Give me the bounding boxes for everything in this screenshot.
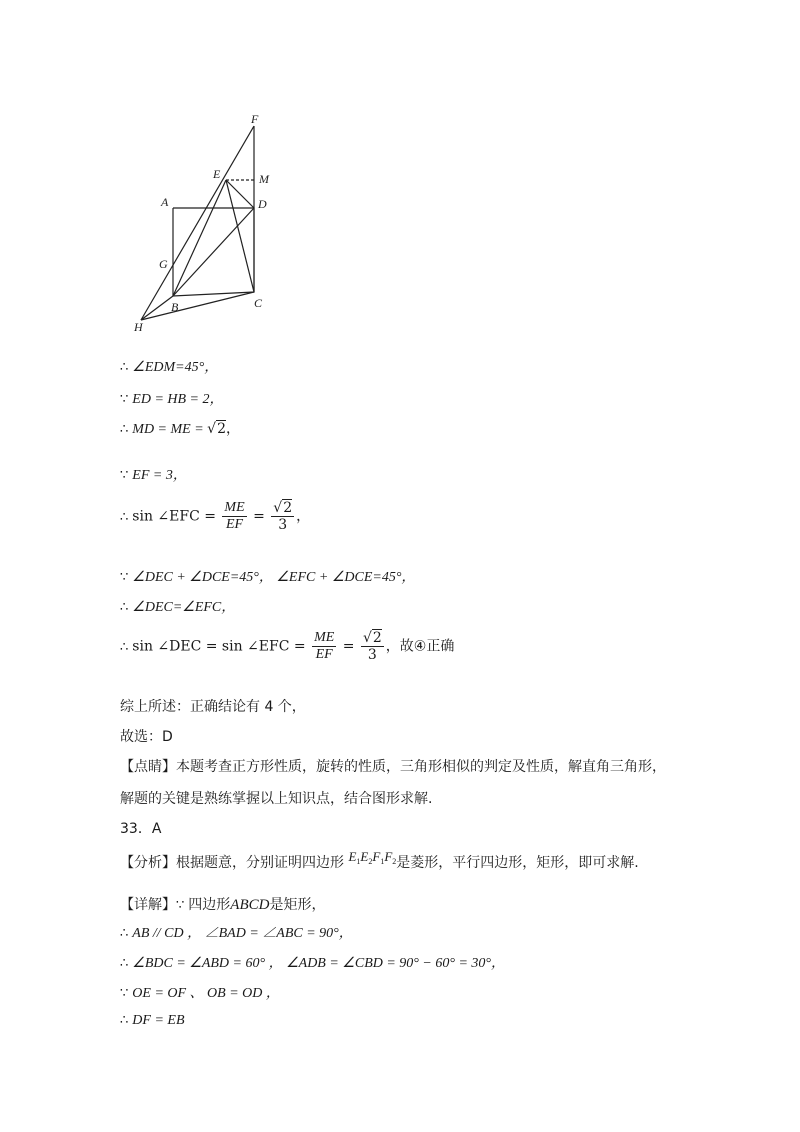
- analysis-line: 【分析】根据题意，分别证明四边形 $E_1E_2F_1F_2$是菱形，平行四边形，矩形，即可求解.: [120, 849, 639, 871]
- sqrt-sign: √: [207, 421, 217, 437]
- line-text: ∠DEC + ∠DCE=45°， ∠EFC + ∠DCE=45°，: [132, 570, 416, 585]
- proof-line-18: ∵ OE = OF 、 OB = OD ，: [120, 986, 280, 1001]
- label-f: F: [251, 112, 259, 126]
- proof-line-19: ∴ DF = EB: [120, 1013, 185, 1028]
- line-text: sin ∠DEC = sin ∠EFC =: [132, 638, 311, 655]
- therefore-symbol: ∴: [120, 360, 129, 375]
- section-tag: 【分析】: [120, 855, 176, 871]
- geometry-figure: [125, 108, 285, 338]
- proof-line-7: [120, 596, 235, 616]
- therefore-symbol: ∴: [120, 1013, 129, 1028]
- therefore-symbol: ∴: [120, 600, 129, 615]
- fraction: $\frac{√2}{3}$: [273, 500, 293, 533]
- therefore-symbol: ∴: [120, 956, 129, 971]
- proof-line-4: [120, 464, 187, 484]
- segment-ed: [226, 180, 254, 208]
- question-number: 33．A: [120, 821, 162, 837]
- proof-line-5: ∴ sin ∠EFC = $\frac{ME}{EF}$ = $\frac{√2}{3}$ ，: [120, 500, 311, 533]
- therefore-symbol: ∴: [120, 639, 129, 655]
- proof-line-1: [120, 356, 218, 376]
- segment-eb: [173, 180, 226, 296]
- label-e: E: [213, 167, 221, 181]
- fraction: $\frac{ME}{EF}$: [224, 500, 245, 532]
- line-text: ED = HB = 2，: [132, 392, 224, 407]
- proof-line-17: ∴ ∠BDC = ∠ABD = 60° ， ∠ADB = ∠CBD = 90° − 60° = 30°，: [120, 956, 505, 971]
- line-text: EF = 3，: [132, 468, 187, 483]
- fraction: $\frac{ME}{EF}$: [314, 630, 335, 662]
- segment-hc: [141, 292, 254, 320]
- line-text: MD = ME =: [132, 422, 208, 437]
- segment-ec: [226, 180, 254, 292]
- proof-line-16: ∴ AB // CD ， ∠BAD = ∠ABC = 90°，: [120, 926, 353, 941]
- because-symbol: ∵: [120, 986, 129, 1001]
- quad-label: $E_1E_2F_1F_2$: [348, 849, 397, 866]
- comment-line-2: 解题的关键是熟练掌握以上知识点，结合图形求解.: [120, 791, 433, 807]
- proof-line-3: [120, 418, 240, 438]
- label-d: D: [258, 197, 267, 211]
- because-symbol: ∵: [176, 898, 185, 913]
- because-symbol: ∵: [120, 392, 129, 407]
- proof-line-2: [120, 388, 224, 408]
- label-h: H: [134, 320, 143, 334]
- line-text: ∠EDM=45°，: [132, 360, 219, 375]
- line-text: sin ∠EFC =: [132, 508, 221, 525]
- section-tag: 【详解】: [120, 897, 176, 913]
- therefore-symbol: ∴: [120, 422, 129, 437]
- label-a: A: [161, 195, 169, 209]
- sqrt-value: 2: [217, 421, 227, 437]
- segment-bd: [173, 208, 254, 296]
- summary-line: 综上所述：正确结论有 4 个，: [120, 699, 306, 715]
- fraction: $\frac{√2}{3}$: [362, 630, 382, 663]
- line-text: ∠DEC=∠EFC，: [132, 600, 236, 615]
- label-c: C: [254, 296, 263, 310]
- answer-line: 故选：D: [120, 729, 173, 745]
- comment-line-1: 【点睛】本题考查正方形性质，旋转的性质，三角形相似的判定及性质，解直角三角形，: [120, 759, 666, 775]
- section-tag: 【点睛】: [120, 759, 176, 775]
- because-symbol: ∵: [120, 468, 129, 483]
- therefore-symbol: ∴: [120, 509, 129, 525]
- proof-line-8: ∴ sin ∠DEC = sin ∠EFC = $\frac{ME}{EF}$ = $\frac{√2}{3}$ ，故④正确: [120, 630, 455, 663]
- detail-line: 【详解】∵ 四边形ABCD是矩形，: [120, 897, 326, 913]
- therefore-symbol: ∴: [120, 926, 129, 941]
- label-b: B: [171, 300, 179, 314]
- label-g: G: [159, 257, 168, 271]
- line-tail: ，: [226, 421, 241, 437]
- proof-line-6: [120, 566, 415, 586]
- because-symbol: ∵: [120, 570, 129, 585]
- square-rotation-diagram: [125, 108, 285, 338]
- label-m: M: [259, 172, 269, 186]
